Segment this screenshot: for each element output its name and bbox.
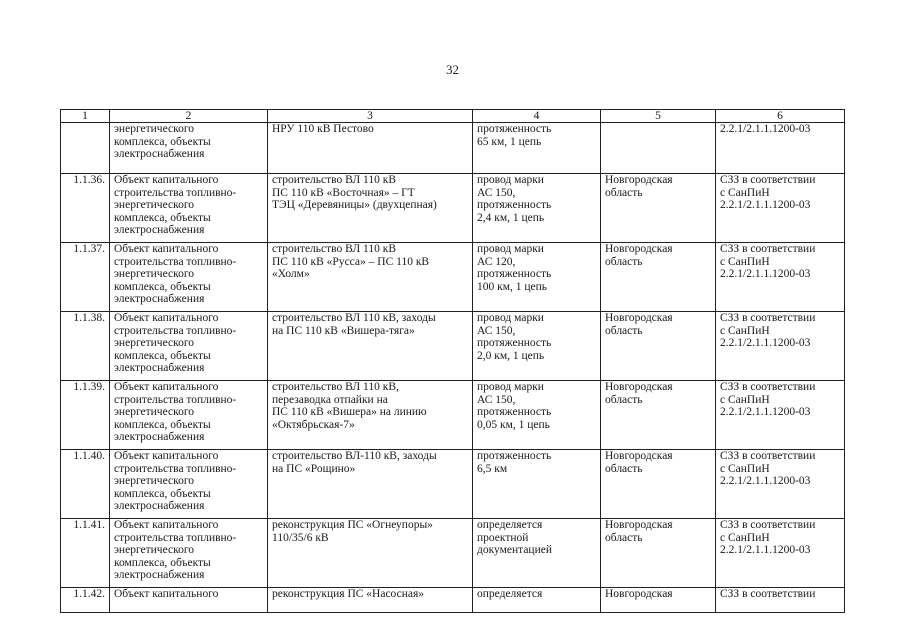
parameters-cell: протяженность 6,5 км (473, 450, 601, 519)
object-type-cell: Объект капитального строительства топливно- энергетического комплекса, объекты электроснабжения (110, 381, 268, 450)
column-header-5: 5 (601, 110, 716, 123)
zone-cell: СЗЗ в соответствии с СанПиН 2.2.1/2.1.1.1200-03 (716, 312, 845, 381)
row-number: 1.1.41. (61, 519, 110, 588)
object-type-cell: Объект капитального строительства топливно- энергетического комплекса, объекты электроснабжения (110, 243, 268, 312)
table-row-continuation (61, 123, 845, 174)
description-cell: строительство ВЛ 110 кВ ПС 110 кВ «Восточная» – ГТ ТЭЦ «Деревяницы» (двухцепная) (268, 174, 473, 243)
column-header-2: 2 (110, 110, 268, 123)
column-header-3: 3 (268, 110, 473, 123)
description-cell: НРУ 110 кВ Пестово (268, 123, 473, 174)
object-type-cell: Объект капитального строительства топливно- энергетического комплекса, объекты электроснабжения (110, 450, 268, 519)
description-cell: строительство ВЛ 110 кВ, заходы на ПС 110 кВ «Вишера-тяга» (268, 312, 473, 381)
location-cell: Новгородская область (601, 312, 716, 381)
table-row (61, 174, 845, 243)
table-row (61, 519, 845, 588)
table-row (61, 381, 845, 450)
parameters-cell: провод марки АС 150, протяженность 2,4 км, 1 цепь (473, 174, 601, 243)
parameters-cell: провод марки АС 150, протяженность 2,0 км, 1 цепь (473, 312, 601, 381)
zone-cell: СЗЗ в соответствии (716, 588, 845, 613)
object-type-cell: Объект капитального строительства топливно- энергетического комплекса, объекты электроснабжения (110, 312, 268, 381)
parameters-cell: определяется проектной документацией (473, 519, 601, 588)
parameters-cell: провод марки АС 120, протяженность 100 км, 1 цепь (473, 243, 601, 312)
object-type-cell: Объект капитального строительства топливно- энергетического комплекса, объекты электроснабжения (110, 519, 268, 588)
zone-cell: СЗЗ в соответствии с СанПиН 2.2.1/2.1.1.1200-03 (716, 243, 845, 312)
table-row (61, 450, 845, 519)
description-cell: реконструкция ПС «Насосная» (268, 588, 473, 613)
description-cell: строительство ВЛ 110 кВ ПС 110 кВ «Русса» – ПС 110 кВ «Холм» (268, 243, 473, 312)
zone-cell: СЗЗ в соответствии с СанПиН 2.2.1/2.1.1.1200-03 (716, 519, 845, 588)
row-number: 1.1.36. (61, 174, 110, 243)
object-type-cell: энергетического комплекса, объекты электроснабжения (110, 123, 268, 174)
zone-cell: СЗЗ в соответствии с СанПиН 2.2.1/2.1.1.1200-03 (716, 174, 845, 243)
location-cell: Новгородская (601, 588, 716, 613)
object-type-cell: Объект капитального строительства топливно- энергетического комплекса, объекты электроснабжения (110, 174, 268, 243)
column-header-1: 1 (61, 110, 110, 123)
column-header-6: 6 (716, 110, 845, 123)
zone-cell: 2.2.1/2.1.1.1200-03 (716, 123, 845, 174)
location-cell (601, 123, 716, 174)
table-row (61, 312, 845, 381)
column-header-4: 4 (473, 110, 601, 123)
zone-cell: СЗЗ в соответствии с СанПиН 2.2.1/2.1.1.1200-03 (716, 381, 845, 450)
row-number: 1.1.42. (61, 588, 110, 613)
object-type-cell: Объект капитального (110, 588, 268, 613)
description-cell: строительство ВЛ 110 кВ, перезаводка отпайки на ПС 110 кВ «Вишера» на линию «Октябрьская-7» (268, 381, 473, 450)
parameters-cell: определяется (473, 588, 601, 613)
description-cell: строительство ВЛ-110 кВ, заходы на ПС «Рощино» (268, 450, 473, 519)
table-row (61, 588, 845, 613)
parameters-cell: провод марки АС 150, протяженность 0,05 км, 1 цепь (473, 381, 601, 450)
location-cell: Новгородская область (601, 243, 716, 312)
location-cell: Новгородская область (601, 450, 716, 519)
row-number: 1.1.39. (61, 381, 110, 450)
table-header (61, 110, 845, 123)
location-cell: Новгородская область (601, 519, 716, 588)
objects-table (60, 109, 845, 613)
location-cell: Новгородская область (601, 174, 716, 243)
location-cell: Новгородская область (601, 381, 716, 450)
table-row (61, 243, 845, 312)
description-cell: реконструкция ПС «Огнеупоры» 110/35/6 кВ (268, 519, 473, 588)
page-number: 32 (446, 62, 459, 77)
zone-cell: СЗЗ в соответствии с СанПиН 2.2.1/2.1.1.1200-03 (716, 450, 845, 519)
parameters-cell: протяженность 65 км, 1 цепь (473, 123, 601, 174)
row-number (61, 123, 110, 174)
row-number: 1.1.37. (61, 243, 110, 312)
row-number: 1.1.38. (61, 312, 110, 381)
row-number: 1.1.40. (61, 450, 110, 519)
